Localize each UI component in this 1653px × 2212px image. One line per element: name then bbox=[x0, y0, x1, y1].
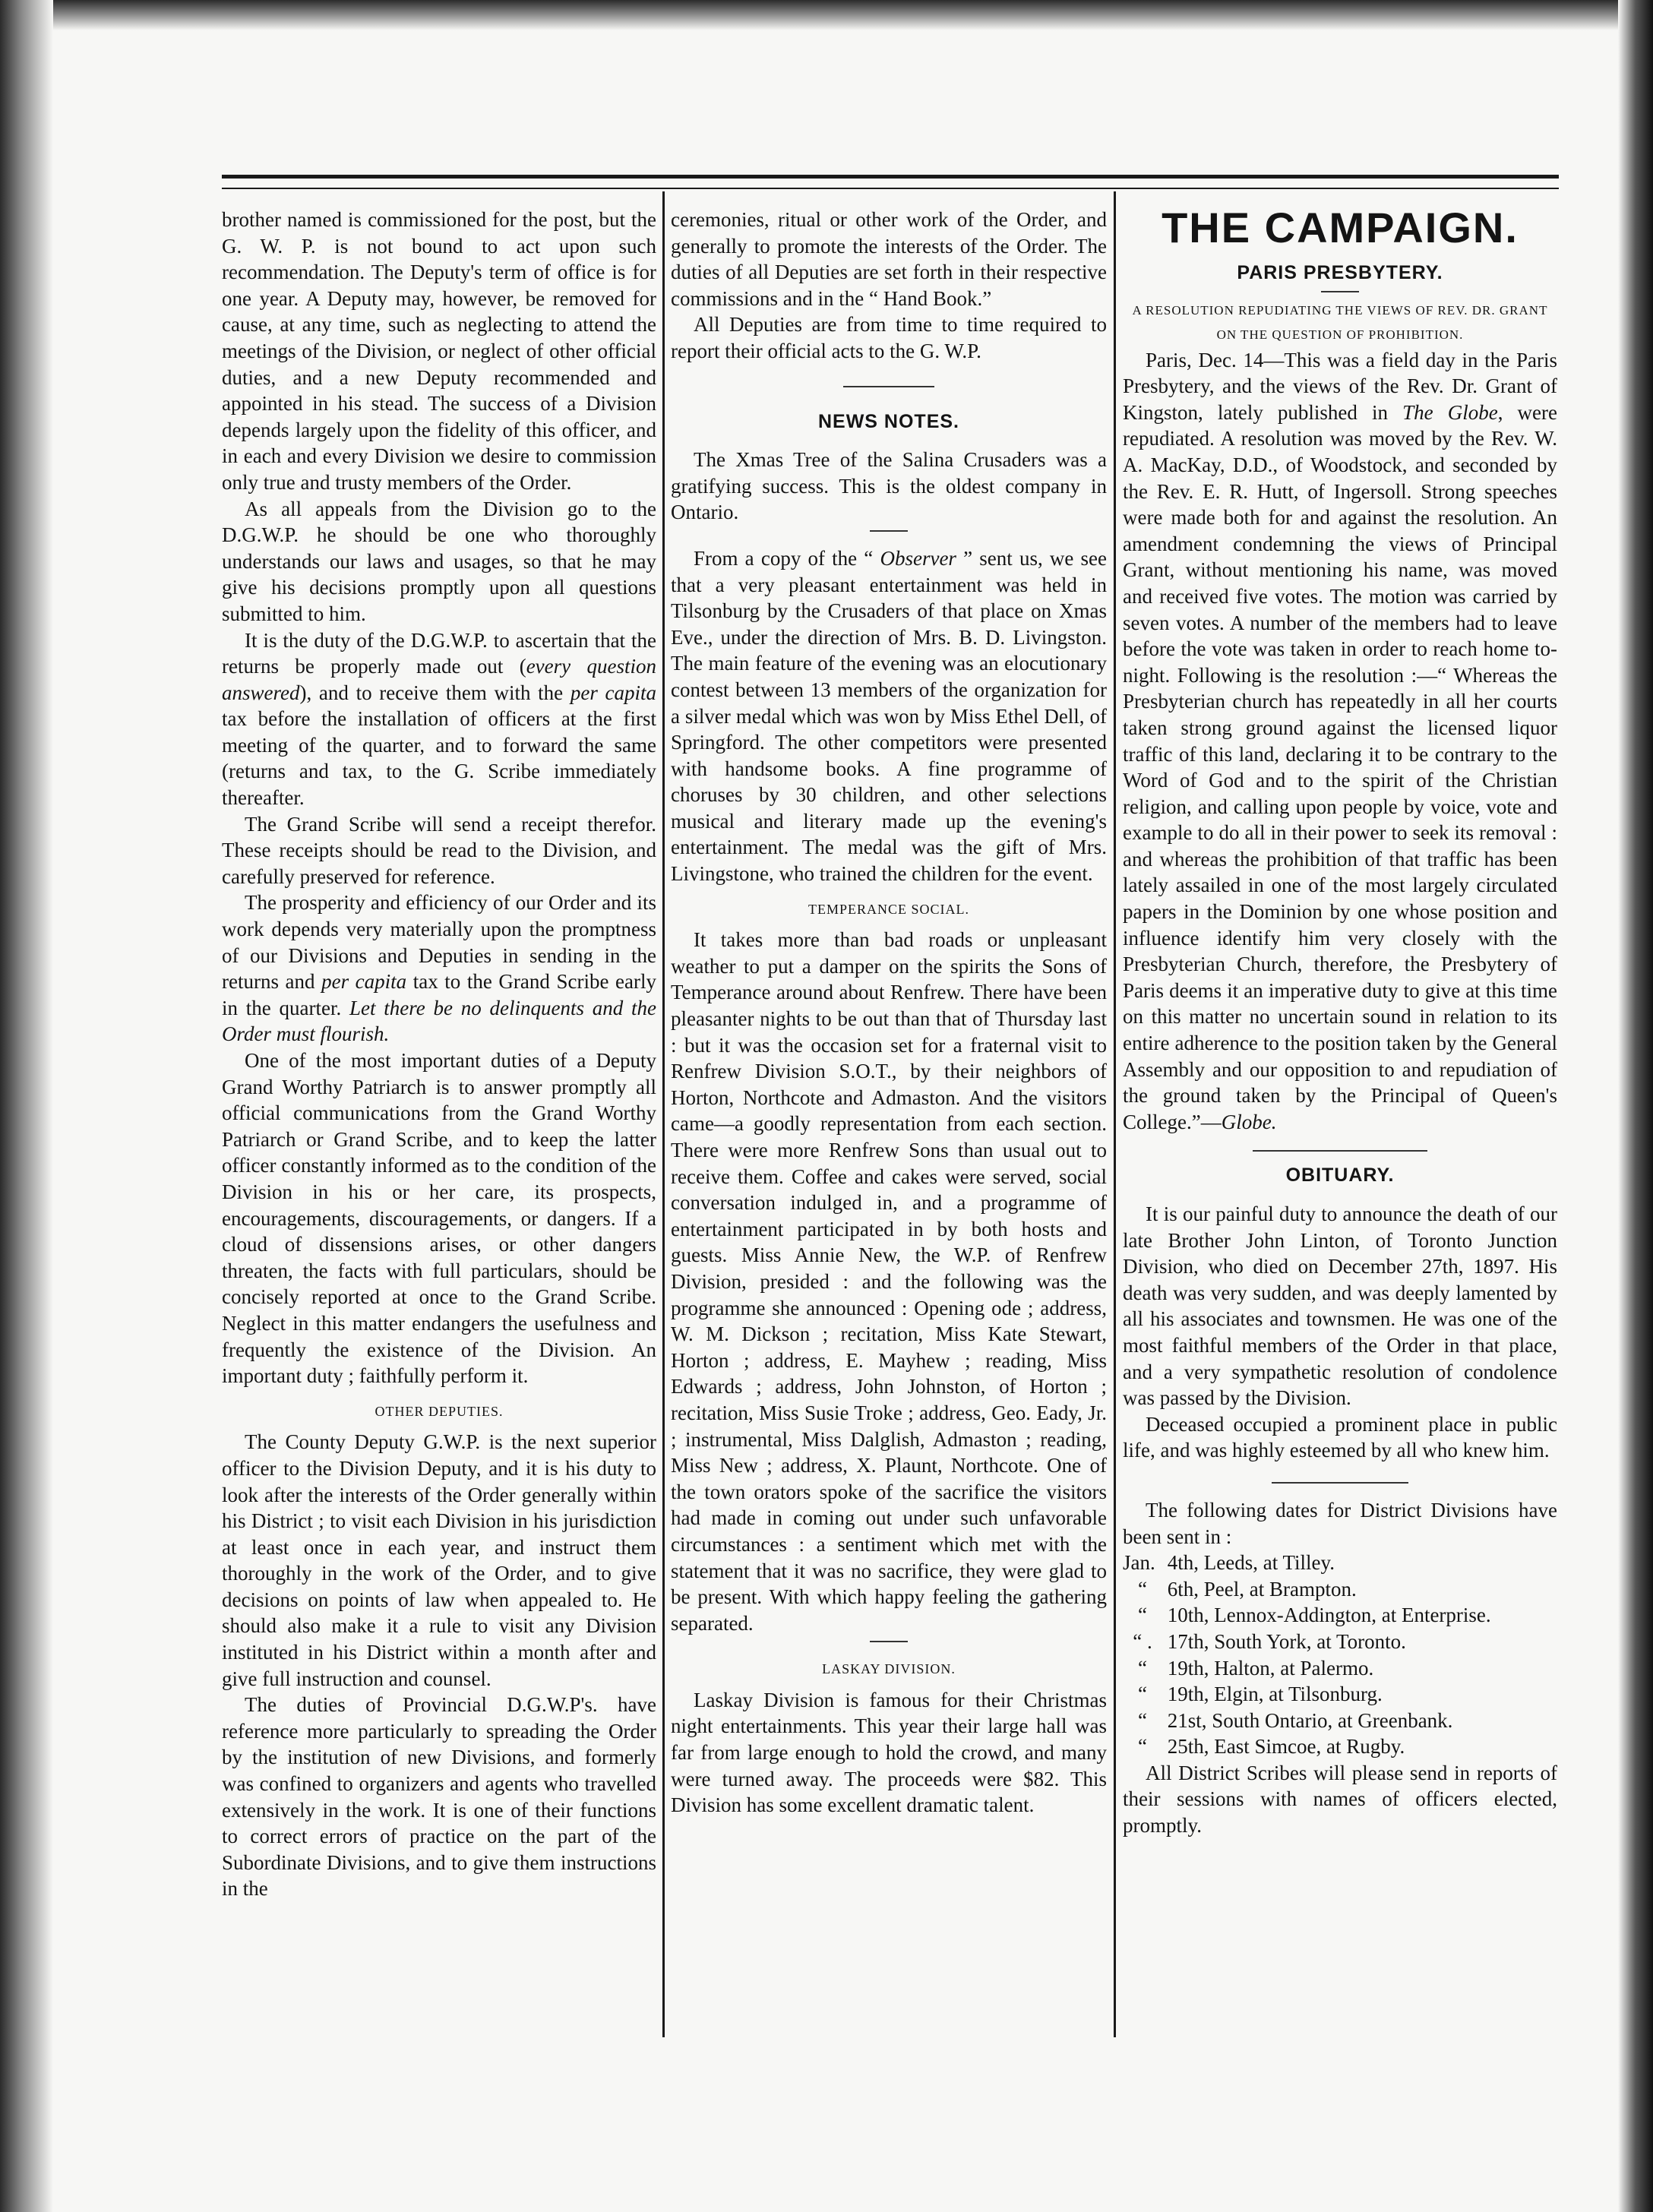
paragraph: The Xmas Tree of the Salina Crusaders was a gratifying success. This is the oldest company in Ontario. bbox=[671, 448, 1107, 524]
page-title: THE CAMPAIGN. bbox=[1162, 204, 1519, 251]
subtitle-paris-presbytery: PARIS PRESBYTERY. bbox=[1237, 262, 1443, 283]
paragraph: One of the most important duties of a Deputy Grand Worthy Patriarch is to answer promptly all official communications from the Grand Worthy Patriarch or Grand Scribe, and to keep the latter officer constantly informed as to the condition of the Division in his or her care, its prospects, encouragements, discouragements, or dangers. If a cloud of dissensions arises, or other dangers threaten, the facts with full particulars, should be concisely reported at once to the Grand Scribe. Neglect in this matter endangers the usefulness and frequently the existence of the Division. An important duty ; faithfully perform it. bbox=[222, 1049, 656, 1388]
date-text: 17th, South York, at Toronto. bbox=[1167, 1629, 1406, 1653]
text-run: It is the duty of the D.G.W.P. to ascertain that the returns be properly made out ( bbox=[222, 628, 656, 678]
date-item bbox=[1123, 1550, 1557, 1576]
date-item bbox=[1123, 1576, 1557, 1603]
column-rule bbox=[1114, 191, 1116, 2037]
date-lead: “ bbox=[1138, 1708, 1147, 1732]
paragraph: The following dates for District Divisions have been sent in : bbox=[1123, 1498, 1557, 1548]
italic-run: every question answered bbox=[222, 655, 657, 704]
date-lead: “ . bbox=[1133, 1629, 1152, 1653]
date-text: 4th, Leeds, at Tilley. bbox=[1167, 1551, 1335, 1575]
column-3 bbox=[1123, 204, 1557, 1839]
italic-run: Let there be no delinquents and the Order must flourish. bbox=[222, 996, 656, 1046]
paragraph: brother named is commissioned for the post, but the G. W. P. is not bound to act upon such recommendation. The Deputy's term of office is for one year. A Deputy may, however, be removed for cause, at any time, such as neglecting to attend the meetings of the Division, or neglect of other official duties, and a new Deputy recommended and appointed in his stead. The success of a Division depends largely upon the fidelity of this officer, and in each and every Division we desire to commission only true and trusty members of the Order. bbox=[222, 208, 656, 494]
column-rule bbox=[662, 191, 665, 2037]
italic-run: Globe. bbox=[1221, 1110, 1277, 1133]
date-text: 10th, Lennox-Addington, at Enterprise. bbox=[1167, 1604, 1491, 1627]
short-divider bbox=[870, 1641, 908, 1642]
subheading-laskay-division: LASKAY DIVISION. bbox=[822, 1661, 956, 1677]
date-text: 19th, Elgin, at Tilsonburg. bbox=[1167, 1683, 1383, 1706]
column-2 bbox=[671, 207, 1107, 1819]
short-divider bbox=[870, 530, 908, 532]
date-item bbox=[1123, 1681, 1557, 1708]
text-run: tax before the installation of officers at the first meeting of the quarter, and to forward the same (returns and tax, to the G. Scribe immediately thereafter. bbox=[222, 707, 656, 810]
paragraph: As all appeals from the Division go to the D.G.W.P. he should be one who thoroughly understands our laws and usages, so that he may give his decisions promptly upon all questions submitted to him. bbox=[222, 497, 656, 625]
paragraph: Deceased occupied a prominent place in public life, and was highly esteemed by all who knew him. bbox=[1123, 1412, 1557, 1462]
page-edge-shadow bbox=[0, 0, 1653, 30]
header-double-rule bbox=[222, 175, 1559, 189]
date-text: 25th, East Simcoe, at Rugby. bbox=[1167, 1735, 1405, 1759]
date-item bbox=[1123, 1708, 1557, 1734]
paragraph: The duties of Provincial D.G.W.P's. have reference more particularly to spreading the Order by the institution of new Divisions, and formerly was confined to organizers and agents who travelled extensively in the work. It is one of their functions to correct errors of practice on the part of the Subordinate Divisions, and to give them instructions in the bbox=[222, 1693, 656, 1901]
date-text: 19th, Halton, at Palermo. bbox=[1167, 1656, 1374, 1680]
dates-list bbox=[1123, 1550, 1557, 1760]
paragraph bbox=[222, 627, 656, 811]
paragraph: All District Scribes will please send in reports of their sessions with names of officers elected, promptly. bbox=[1123, 1761, 1557, 1838]
italic-run: per capita bbox=[321, 970, 407, 994]
text-run: tax to the Grand Scribe early in the quarter. bbox=[222, 970, 656, 1019]
date-item bbox=[1123, 1602, 1557, 1629]
date-lead: “ bbox=[1138, 1735, 1147, 1759]
date-item bbox=[1123, 1629, 1557, 1655]
date-lead: “ bbox=[1138, 1683, 1147, 1706]
date-text: 21st, South Ontario, at Greenbank. bbox=[1167, 1708, 1453, 1732]
text-run: From a copy of the “ bbox=[694, 546, 880, 570]
date-item bbox=[1123, 1733, 1557, 1760]
resolution-heading: A RESOLUTION REPUDIATING THE VIEWS OF REV. DR. GRANT ON THE QUESTION OF PROHIBITION. bbox=[1132, 302, 1548, 342]
italic-run: Observer bbox=[880, 546, 956, 570]
text-run: ), and to receive them with the bbox=[299, 681, 570, 704]
paragraph bbox=[222, 890, 656, 1048]
page-edge-shadow bbox=[1618, 0, 1653, 2212]
text-run: , were repudiated. A resolution was moved by the Rev. W. A. MacKay, D.D., of Woodstock, and seconded by the Rev. E. R. Hutt, of Ingersoll. Strong speeches were made both for and against the resolution. An amendment condemning the views of Principal Grant, without mentioning his name, was moved and received five votes. The motion was carried by seven votes. A number of the members had to leave before the vote was taken in order to reach home to-night. Following is the resolution :—“ Whereas the Presbyterian church has repeatedly in all her courts taken strong ground against the licensed liquor traffic of this land, declaring it to be contrary to the Word of God and to the spirit of the Christian religion, and calling upon people by voice, vote and example to do all in their power to seek its removal : and whereas the prohibition of that traffic has been lately assailed in one of the most largely circulated papers in the Dominion by one whose position and influence identify him very closely with the Presbyterian Church, therefore, the Presbytery of Paris deems it an imperative duty to give at this time on this matter no uncertain sound in relation to its entire adherence to the position taken by the General Assembly and our opposition to and repudiation of the ground taken by the Principal of Queen's College.”— bbox=[1123, 400, 1557, 1133]
section-divider bbox=[843, 386, 934, 387]
text-run: Paris, Dec. 14—This was a field day in the Paris Presbytery, and the views of the Rev. Dr. Grant of Kingston, lately published in bbox=[1123, 348, 1557, 424]
italic-run: The Globe bbox=[1402, 400, 1498, 424]
date-text: 6th, Peel, at Brampton. bbox=[1167, 1577, 1357, 1601]
date-lead: Jan. bbox=[1123, 1551, 1155, 1575]
heading-news-notes: NEWS NOTES. bbox=[817, 410, 959, 432]
column-1 bbox=[222, 207, 656, 1902]
paragraph: ceremonies, ritual or other work of the Order, and generally to promote the interests of the Order. The duties of all Deputies are set forth in their respective commissions and in the “ Hand Book.” bbox=[671, 208, 1107, 310]
paragraph bbox=[1123, 347, 1557, 1136]
paragraph: The County Deputy G.W.P. is the next superior officer to the Division Deputy, and it is his duty to look after the interests of the Order generally within his District ; to visit each Division in his jurisdiction at least once in each year, and instruct them thoroughly in the work of the Order, and to give decisions on points of law when appealed to. He should also make it a rule to visit any Division instituted in his District within a month after and give full instruction and counsel. bbox=[222, 1430, 656, 1690]
section-divider bbox=[1253, 1150, 1427, 1152]
section-divider bbox=[1272, 1482, 1408, 1484]
italic-run: per capita bbox=[570, 681, 656, 704]
date-lead: “ bbox=[1138, 1656, 1147, 1680]
heading-obituary: OBITUARY. bbox=[1285, 1164, 1395, 1187]
paragraph bbox=[671, 545, 1107, 887]
date-lead: “ bbox=[1138, 1577, 1147, 1601]
page-edge-shadow bbox=[0, 0, 53, 2212]
date-lead: “ bbox=[1138, 1604, 1147, 1627]
text-run: ” sent us, we see that a very pleasant entertainment was held in Tilsonburg by the Crusaders of that place on Xmas Eve., under the direction of Mrs. B. D. Livingston. The main feature of the evening was an elocutionary contest between 13 members of the organization for a silver medal which was won by Miss Ethel Dell, of Springford. The other competitors were presented with handsome books. A fine programme of choruses by 30 children, and other selections musical and literary made up the evening's entertainment. The medal was the gift of Mrs. Livingstone, who trained the children for the event. bbox=[671, 546, 1107, 886]
paragraph: It is our painful duty to announce the death of our late Brother John Linton, of Toronto Junction Division, who died on December 27th, 1897. His death was very sudden, and was deeply lamented by all his associates and townsmen. He was one of the most faithful members of the Order in that place, and a very sympathetic resolution of condolence was passed by the Division. bbox=[1123, 1202, 1557, 1410]
text-run: The prosperity and efficiency of our Order and its work depends very materially upon the promptness of our Divisions and Deputies in sending in the returns and bbox=[222, 891, 656, 994]
paragraph: Laskay Division is famous for their Christmas night entertainments. This year their large hall was far from large enough to hold the crowd, and many were turned away. The proceeds were $82. This Division has some excellent dramatic talent. bbox=[671, 1688, 1107, 1817]
paragraph: It takes more than bad roads or unpleasant weather to put a damper on the spirits the Sons of Temperance around about Renfrew. There have been pleasanter nights to be out than that of Thursday last : but it was the occasion set for a fraternal visit to Renfrew Division S.O.T., by their neighbors of Horton, Northcote and Admaston. And the visitors came—a goodly representation from each section. There were more Renfrew Sons than usual out to receive them. Coffee and cakes were served, social conversation indulged in, and a programme of entertainment participated in by both hosts and guests. Miss Annie New, the W.P. of Renfrew Division, presided : and the following was the programme she announced : Opening ode ; address, W. M. Dickson ; recitation, Miss Kate Stewart, Horton ; address, E. Mayhew ; reading, Miss Edwards ; address, John Johnston, of Horton ; recitation, Miss Susie Troke ; address, Geo. Eady, Jr. ; instrumental, Miss Dalglish, Admaston ; reading, Miss New ; address, X. Plaunt, Northcote. One of the town orators spoke of the sacrifice the visitors had made in coming out under such unfavorable circumstances : a sentiment which met with the statement that it was no sacrifice, they were glad to be present. With which happy feeling the gathering separated. bbox=[671, 928, 1107, 1635]
paragraph: All Deputies are from time to time required to report their official acts to the G. W.P. bbox=[671, 313, 1107, 362]
date-item bbox=[1123, 1655, 1557, 1682]
short-divider bbox=[1321, 291, 1359, 292]
subheading-temperance-social: TEMPERANCE SOCIAL. bbox=[808, 901, 969, 917]
subheading-other-deputies: OTHER DEPUTIES. bbox=[375, 1403, 504, 1419]
paragraph: The Grand Scribe will send a receipt therefor. These receipts should be read to the Division, and carefully preserved for reference. bbox=[222, 812, 656, 888]
